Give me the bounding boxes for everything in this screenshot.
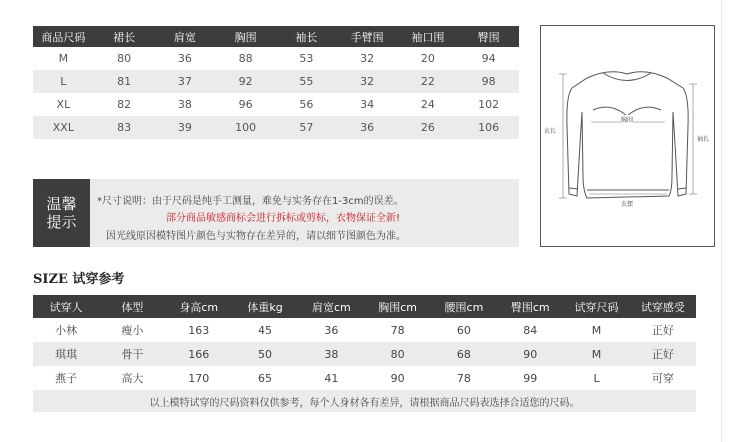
size-chart-cell: 82 (117, 98, 132, 111)
size-chart-cell: 57 (276, 116, 337, 139)
try-on-cell: L (593, 371, 600, 385)
size-chart-cell: 32 (337, 70, 398, 93)
size-chart-header-cell: 袖口围 (398, 26, 459, 47)
size-chart-row (33, 47, 519, 70)
try-on-row (33, 366, 696, 390)
garment-diagram (540, 25, 715, 247)
notice-color-disclaimer: 因光线原因模特图片颜色与实物存在差异的，请以细节图颜色为准。 (106, 231, 406, 242)
notice-box (33, 179, 519, 247)
try-on-header-cell: 体型 (99, 295, 165, 318)
length-label: 衣长 (544, 128, 557, 135)
try-on-cell: 170 (188, 371, 210, 385)
try-on-cell: 琪琪 (33, 342, 99, 366)
try-on-cell: 65 (258, 371, 273, 385)
size-chart-cell: 88 (238, 52, 253, 65)
size-chart-table (33, 26, 519, 139)
try-on-cell: 41 (324, 371, 339, 385)
notice-label-warning: 部分商品敏感商标会进行拆标或剪标，衣物保证全新! (166, 213, 401, 224)
size-chart-cell: 102 (478, 98, 500, 111)
notice-tag (33, 179, 90, 247)
try-on-header-row (33, 295, 696, 318)
sleeve-label: 袖长 (697, 136, 710, 143)
size-chart-cell: XXL (33, 116, 94, 139)
try-on-table (33, 295, 696, 412)
size-chart-cell: 56 (299, 98, 314, 111)
try-on-cell: 68 (431, 342, 497, 366)
size-chart-cell: 26 (398, 116, 459, 139)
try-on-cell: 小林 (55, 324, 78, 337)
try-on-cell: 38 (298, 342, 364, 366)
try-on-row (33, 342, 696, 366)
try-on-cell: 瘦小 (121, 324, 144, 337)
size-chart-cell: 106 (458, 116, 519, 139)
try-on-header-cell: 试穿人 (33, 295, 99, 318)
notice-size-explanation: *尺寸说明：由于尺码是纯手工测量，难免与实务存在1-3cm的误差。 (97, 196, 404, 207)
size-chart-cell: 94 (481, 52, 496, 65)
try-on-cell: 高大 (121, 372, 144, 385)
try-on-cell: 燕子 (55, 372, 78, 385)
size-chart-cell: L (33, 70, 94, 93)
try-on-cell: 骨干 (99, 342, 165, 366)
size-chart-header-cell: 肩宽 (155, 26, 216, 47)
size-chart-cell: 32 (360, 52, 375, 65)
sweater-illustration (541, 26, 714, 246)
chest-label: 胸围 (621, 117, 634, 124)
size-chart-row (33, 93, 519, 116)
try-on-header-cell: 试穿尺码 (563, 295, 629, 318)
try-on-header-cell: 肩宽cm (298, 295, 364, 318)
try-on-header-cell: 身高cm (166, 295, 232, 318)
size-chart-header-cell: 裙长 (94, 26, 155, 47)
size-chart-cell: 37 (155, 70, 216, 93)
size-chart-row (33, 70, 519, 93)
notice-tag-line: 温馨 (46, 195, 77, 213)
try-on-cell: 80 (364, 342, 430, 366)
size-chart-cell: 80 (117, 52, 132, 65)
size-chart-header-cell: 臀围 (458, 26, 519, 47)
size-chart-header-cell: 手臂围 (337, 26, 398, 47)
try-on-header-cell: 体重kg (232, 295, 298, 318)
size-chart-cell: 20 (420, 52, 435, 65)
try-on-header-cell: 臀围cm (497, 295, 563, 318)
try-on-cell: M (563, 342, 629, 366)
try-on-cell: 163 (188, 323, 210, 337)
try-on-header-cell: 试穿感受 (630, 295, 696, 318)
try-on-cell: 36 (324, 323, 339, 337)
size-chart-cell: 36 (337, 116, 398, 139)
try-on-cell: 99 (523, 371, 538, 385)
try-on-note: 以上模特试穿的尺码资料仅供参考，每个人身材各有差异，请根据商品尺码表选择合适您的尺码。 (33, 390, 696, 412)
try-on-header-cell: 腰围cm (431, 295, 497, 318)
size-chart-cell: 36 (177, 52, 192, 65)
try-on-cell: 正好 (630, 342, 696, 366)
try-on-title: SIZE 试穿参考 (33, 272, 125, 287)
try-on-cell: M (591, 323, 602, 337)
size-chart-cell: 38 (177, 98, 192, 111)
try-on-cell: 84 (523, 323, 538, 337)
try-on-cell: 90 (390, 371, 405, 385)
size-chart-cell: 100 (215, 116, 276, 139)
size-chart-cell: 98 (458, 70, 519, 93)
try-on-cell: 50 (232, 342, 298, 366)
size-chart-cell: 92 (215, 70, 276, 93)
hem-label: 衣摆 (621, 201, 634, 208)
size-chart-cell: 24 (420, 98, 435, 111)
size-chart-cell: M (58, 52, 69, 65)
right-divider (721, 0, 722, 442)
try-on-cell: 166 (166, 342, 232, 366)
size-chart-header-row (33, 26, 519, 47)
size-chart-cell: 83 (94, 116, 155, 139)
try-on-row (33, 318, 696, 342)
size-chart-cell: 96 (238, 98, 253, 111)
size-chart-header-cell: 商品尺码 (33, 26, 94, 47)
size-chart-cell: 81 (94, 70, 155, 93)
try-on-header-cell: 胸围cm (364, 295, 430, 318)
size-chart-cell: 55 (276, 70, 337, 93)
try-on-cell: 78 (456, 371, 471, 385)
try-on-cell: 正好 (651, 324, 674, 337)
try-on-cell: 60 (456, 323, 471, 337)
try-on-cell: 78 (390, 323, 405, 337)
size-chart-cell: 53 (299, 52, 314, 65)
size-chart-cell: XL (56, 98, 71, 111)
size-chart-cell: 39 (155, 116, 216, 139)
try-on-cell: 45 (258, 323, 273, 337)
try-on-note-row (33, 390, 696, 412)
try-on-cell: 可穿 (651, 372, 674, 385)
size-chart-cell: 22 (398, 70, 459, 93)
size-chart-cell: 34 (360, 98, 375, 111)
size-chart-row (33, 116, 519, 139)
try-on-cell: 90 (497, 342, 563, 366)
size-chart-header-cell: 胸围 (215, 26, 276, 47)
size-chart-header-cell: 袖长 (276, 26, 337, 47)
notice-tag-line: 提示 (46, 213, 77, 231)
